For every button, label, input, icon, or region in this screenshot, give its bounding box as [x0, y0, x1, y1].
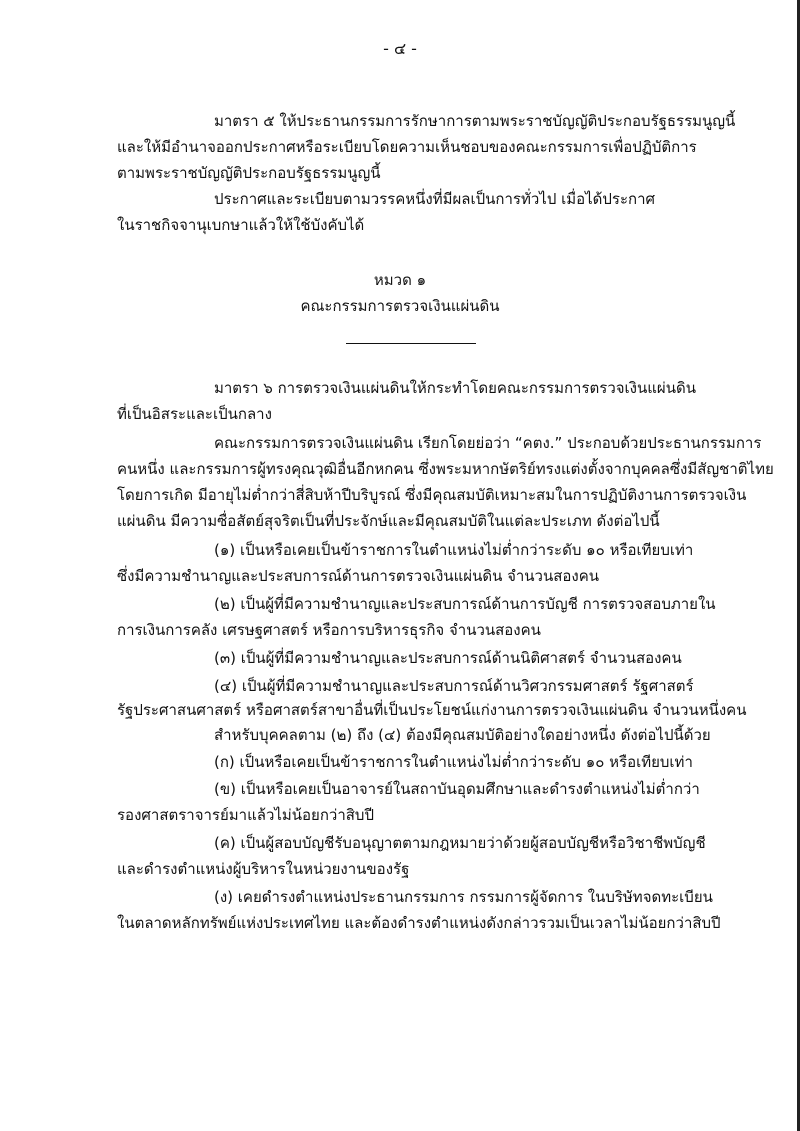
sub-item: และดำรงตำแหน่งผู้บริหารในหน่วยงานของรัฐ: [117, 860, 410, 878]
heading-divider: [346, 343, 476, 344]
section6-line: คนหนึ่ง และกรรมการผู้ทรงคุณวุฒิอื่นอีกหกคน ซึ่งพระมหากษัตริย์ทรงแต่งตั้งจากบุคคลซึ่งมีสัญชาติไทย: [117, 460, 774, 478]
sub-item: (ข) เป็นหรือเคยเป็นอาจารย์ในสถาบันอุดมศึกษาและดำรงตำแหน่งไม่ต่ำกว่า: [214, 780, 700, 798]
chapter-number: หมวด ๑: [373, 271, 427, 289]
sub-item: รองศาสตราจารย์มาแล้วไม่น้อยกว่าสิบปี: [117, 806, 374, 824]
section5-line: ประกาศและระเบียบตามวรรคหนึ่งที่มีผลเป็นการทั่วไป เมื่อได้ประกาศ: [214, 190, 656, 208]
list-item: (๔) เป็นผู้ที่มีความชำนาญและประสบการณ์ด้านวิศวกรรมศาสตร์ รัฐศาสตร์: [214, 677, 694, 695]
chapter-title: คณะกรรมการตรวจเงินแผ่นดิน: [300, 297, 500, 315]
list-item: (๓) เป็นผู้ที่มีความชำนาญและประสบการณ์ด้านนิติศาสตร์ จำนวนสองคน: [214, 649, 682, 667]
section5-line: ตามพระราชบัญญัติประกอบรัฐธรรมนูญนี้: [117, 164, 381, 182]
list-item: รัฐประศาสนศาสตร์ หรือศาสตร์สาขาอื่นที่เป็นประโยชน์แก่งานการตรวจเงินแผ่นดิน จำนวนหนึ่งคน: [117, 701, 747, 719]
sub-item: (ก) เป็นหรือเคยเป็นข้าราชการในตำแหน่งไม่ต่ำกว่าระดับ ๑๐ หรือเทียบเท่า: [214, 753, 693, 771]
section6-line: แผ่นดิน มีความซื่อสัตย์สุจริตเป็นที่ประจักษ์และมีคุณสมบัติในแต่ละประเภท ดังต่อไปนี้: [117, 512, 660, 530]
section5-line: และให้มีอำนาจออกประกาศหรือระเบียบโดยความเห็นชอบของคณะกรรมการเพื่อปฏิบัติการ: [117, 138, 697, 156]
sub-item: (ง) เคยดำรงตำแหน่งประธานกรรมการ กรรมการผู้จัดการ ในบริษัทจดทะเบียน: [214, 888, 713, 906]
list-item: การเงินการคลัง เศรษฐศาสตร์ หรือการบริหารธุรกิจ จำนวนสองคน: [117, 621, 541, 639]
sub-item: ในตลาดหลักทรัพย์แห่งประเทศไทย และต้องดำรงตำแหน่งดังกล่าวรวมเป็นเวลาไม่น้อยกว่าสิบปี: [117, 914, 721, 932]
qualification-intro: สำหรับบุคคลตาม (๒) ถึง (๔) ต้องมีคุณสมบัติอย่างใดอย่างหนึ่ง ดังต่อไปนี้ด้วย: [214, 726, 711, 744]
list-item: (๑) เป็นหรือเคยเป็นข้าราชการในตำแหน่งไม่ต่ำกว่าระดับ ๑๐ หรือเทียบเท่า: [214, 541, 694, 559]
section6-line: ที่เป็นอิสระและเป็นกลาง: [117, 405, 272, 423]
list-item: (๒) เป็นผู้ที่มีความชำนาญและประสบการณ์ด้านการบัญชี การตรวจสอบภายใน: [214, 595, 716, 613]
section6-line: โดยการเกิด มีอายุไม่ต่ำกว่าสี่สิบห้าปีบริบูรณ์ ซึ่งมีคุณสมบัติเหมาะสมในการปฏิบัติงานการตรวจเงิน: [117, 486, 747, 504]
sub-item: (ค) เป็นผู้สอบบัญชีรับอนุญาตตามกฎหมายว่าด้วยผู้สอบบัญชีหรือวิชาชีพบัญชี: [214, 834, 706, 852]
page-number: - ๔ -: [383, 39, 417, 58]
section6-line: คณะกรรมการตรวจเงินแผ่นดิน เรียกโดยย่อว่า “คตง.” ประกอบด้วยประธานกรรมการ: [214, 434, 762, 452]
list-item: ซึ่งมีความชำนาญและประสบการณ์ด้านการตรวจเงินแผ่นดิน จำนวนสองคน: [117, 567, 600, 585]
section5-line: มาตรา ๕ ให้ประธานกรรมการรักษาการตามพระราชบัญญัติประกอบรัฐธรรมนูญนี้: [214, 112, 736, 130]
section5-line: ในราชกิจจานุเบกษาแล้วให้ใช้บังคับได้: [117, 216, 365, 234]
section6-line: มาตรา ๖ การตรวจเงินแผ่นดินให้กระทำโดยคณะกรรมการตรวจเงินแผ่นดิน: [214, 379, 696, 397]
